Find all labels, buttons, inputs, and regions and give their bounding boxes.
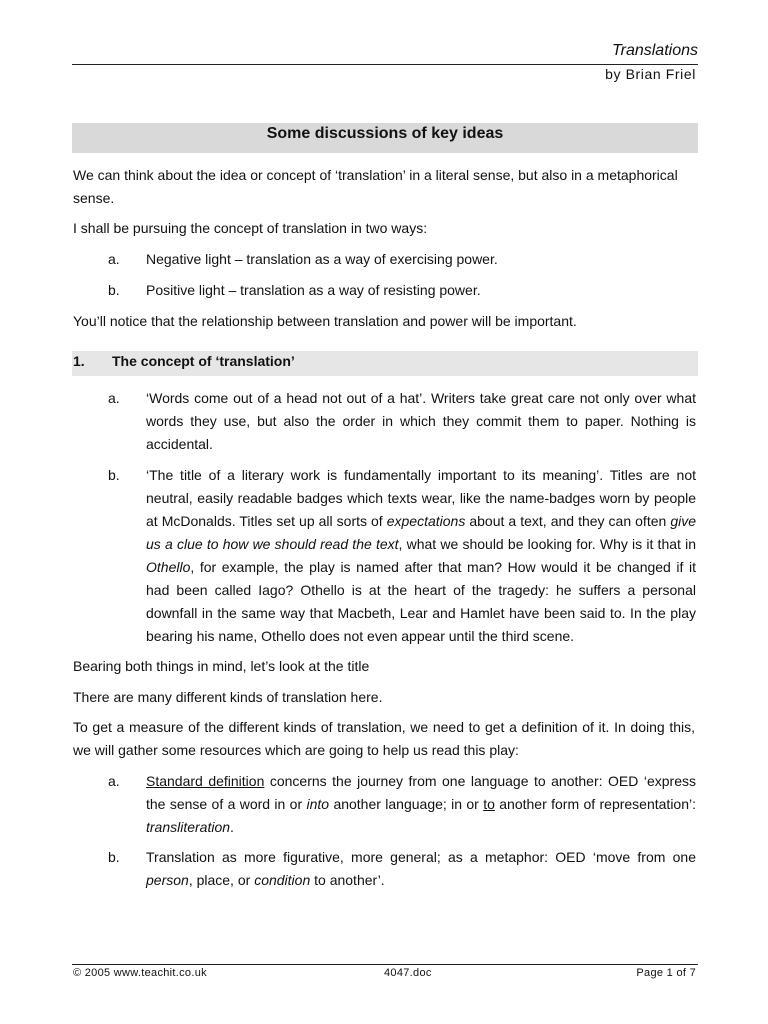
body-paragraph-1: Bearing both things in mind, let’s look at the title	[73, 658, 370, 674]
text-run: Translation as more figurative, more general; as a metaphor: OED ‘move from one	[146, 849, 696, 865]
text-run: , what we should be looking for. Why is it that in	[398, 536, 696, 552]
definition-item-label: b.	[108, 849, 120, 865]
list-item-label: a.	[108, 251, 120, 267]
section-item-text	[146, 464, 696, 648]
emphasis-othello: Othello	[146, 559, 191, 575]
emphasis-person: person	[146, 872, 189, 888]
body-paragraph-2: There are many different kinds of translation here.	[73, 689, 383, 705]
document-title-band	[72, 123, 698, 153]
list-item-text: Positive light – translation as a way of resisting power.	[146, 282, 481, 298]
header-rule	[72, 64, 698, 65]
definition-item-text	[146, 846, 696, 892]
text-run: , for example, the play is named after that man? How would it be changed if it had been called Iago? Othello is at the heart of the tragedy: he suffers a personal downfall in the same way that Macbeth, Lear and Hamlet have been said to. In the play bearing his name, Othello does not even appear until the third scene.	[146, 559, 696, 644]
section-item-label: a.	[108, 390, 120, 406]
footer-copyright: © 2005 www.teachit.co.uk	[73, 967, 207, 979]
footer-page-number: Page 1 of 7	[636, 967, 696, 979]
definition-item-text	[146, 770, 696, 839]
header-title: Translations	[612, 42, 698, 59]
intro-paragraph-3: You’ll notice that the relationship between translation and power will be important.	[73, 313, 577, 329]
emphasis-transliteration: transliteration	[146, 819, 231, 835]
section-heading-band	[72, 351, 698, 376]
underlined-to: to	[483, 796, 495, 812]
text-run: to another’.	[310, 872, 385, 888]
footer-doc-name: 4047.doc	[384, 967, 432, 979]
section-title: The concept of ‘translation’	[112, 353, 295, 369]
list-item-text: Negative light – translation as a way of exercising power.	[146, 251, 498, 267]
list-item-label: b.	[108, 282, 120, 298]
emphasis-condition: condition	[254, 872, 311, 888]
text-run: concerns the journey from one language to another: OED ‘express the sense of a word in or	[146, 773, 696, 812]
definition-item-label: a.	[108, 773, 120, 789]
document-title: Some discussions of key ideas	[266, 125, 504, 142]
intro-paragraph-1: We can think about the idea or concept of ‘translation’ in a literal sense, but also in a metaphorical sense.	[73, 167, 678, 206]
text-run: about a text, and they can often	[465, 513, 671, 529]
section-item-label: b.	[108, 467, 120, 483]
emphasis-into: into	[306, 796, 330, 812]
text-run: another language; in or	[329, 796, 484, 812]
underlined-term: Standard definition	[146, 773, 265, 789]
footer-rule	[72, 964, 698, 965]
body-paragraph-3: To get a measure of the different kinds of translation, we need to get a definition of it. In doing this, we will gather some resources which are going to help us read this play:	[73, 719, 695, 758]
text-run: another form of representation’:	[494, 796, 697, 812]
intro-paragraph-2: I shall be pursuing the concept of translation in two ways:	[73, 220, 428, 236]
text-run: , place, or	[188, 872, 255, 888]
emphasis-clue: give us a clue to how we should read the text	[146, 513, 696, 552]
emphasis-expectations: expectations	[386, 513, 466, 529]
section-item-text: ‘Words come out of a head not out of a hat’. Writers take great care not only over what words they use, but also the order in which they commit them to paper. Nothing is accidental.	[146, 390, 696, 452]
text-run: .	[230, 819, 234, 835]
text-run: ‘The title of a literary work is fundamentally important to its meaning’. Titles are not neutral, easily readable badges which texts wear, like the name-badges worn by people at McDonalds. Titles set up all sorts of	[146, 467, 696, 529]
section-number: 1.	[73, 353, 85, 369]
header-author: by Brian Friel	[605, 66, 696, 82]
